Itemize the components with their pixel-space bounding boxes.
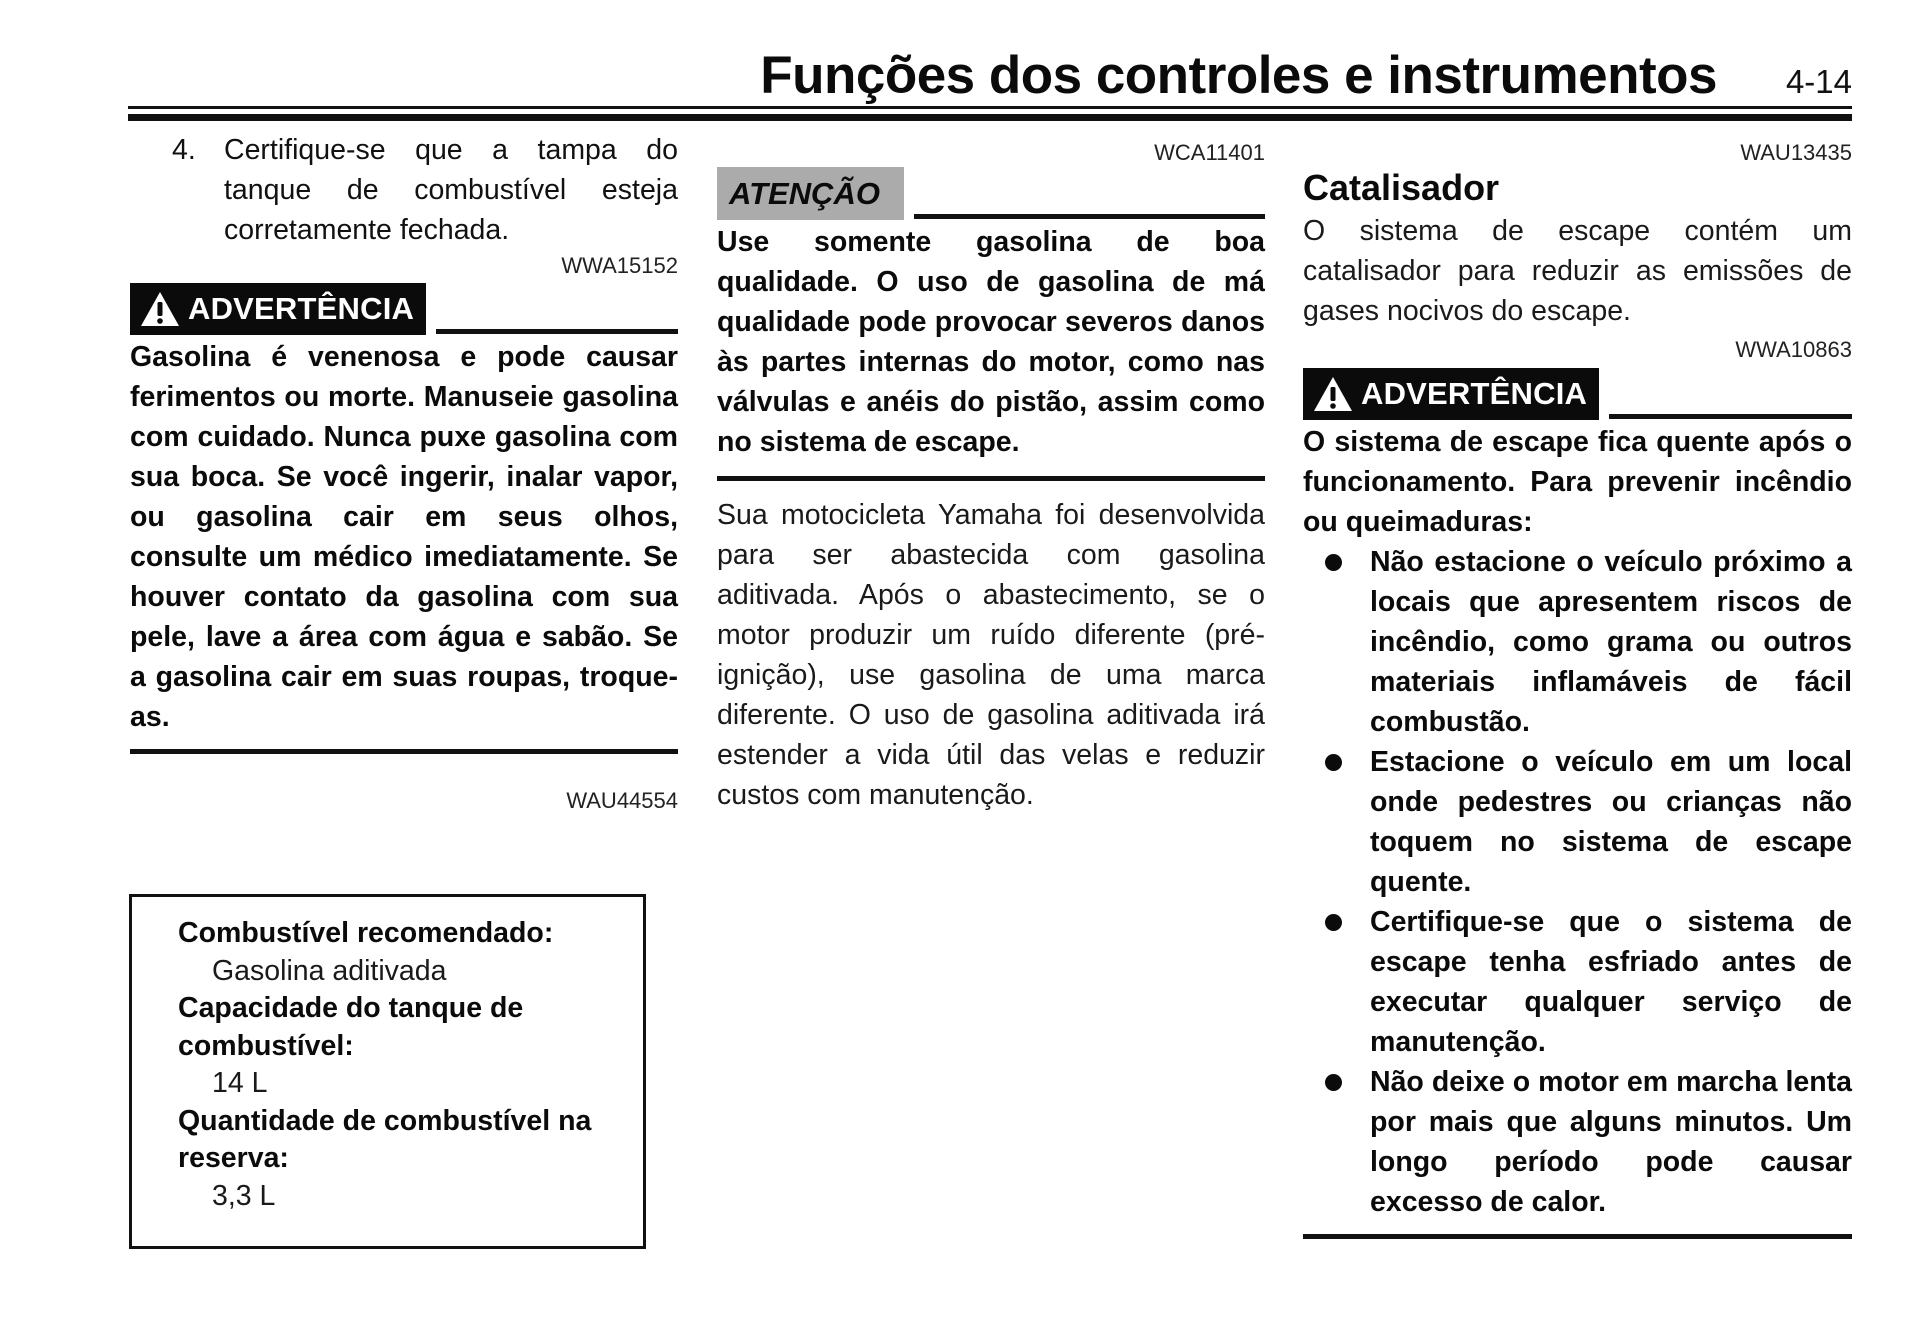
header-rule-thick [128, 114, 1852, 121]
warning-label-box-right [1303, 368, 1599, 420]
bullet-dot-icon [1303, 1062, 1370, 1222]
bullet-item [1303, 542, 1852, 742]
warning-code: WWA15152 [561, 253, 678, 278]
spec-value-fuel: Gasolina aditivada [212, 954, 447, 987]
warning-label-right: ADVERTÊNCIA [1361, 376, 1588, 411]
step-text: Certifique-se que a tampa do tanque de combustível esteja corretamente fechada. [224, 134, 678, 246]
spec-label-fuel: Combustível recomendado: [178, 917, 554, 949]
warning-code-right: WWA10863 [1735, 337, 1852, 362]
step-item [130, 130, 678, 250]
warning-text: Gasolina é venenosa e pode causar ferimentos ou morte. Manuseie gasolina com cuidado. Nunca puxe gasolina com sua boca. Se você ingerir, inalar vapor, ou gasolina cair em seus olhos, consulte um médico imediatamente. Se houver contato da gasolina com sua pele, lave a área com água e sabão. Se a gasolina cair em suas roupas, troque-as. [130, 341, 678, 733]
spec-code: WAU44554 [566, 788, 678, 813]
bullet-dot-icon [1303, 542, 1370, 742]
warning-header-line-right [1609, 414, 1852, 419]
caution-code: WCA11401 [1154, 140, 1265, 165]
spec-value-reserve: 3,3 L [212, 1179, 276, 1212]
bullet-item [1303, 742, 1852, 902]
caution-text: Use somente gasolina de boa qualidade. O uso de gasolina de má qualidade pode provocar severos danos às partes internas do motor, como nas válvulas e anéis do pistão, assim como no sistema de escape. [717, 226, 1265, 458]
warning-triangle-icon [1313, 376, 1353, 412]
bullet-item [1303, 902, 1852, 1062]
bullet-dot-icon [1303, 902, 1370, 1062]
warning-triangle-icon [140, 291, 180, 327]
caution-end-rule [717, 476, 1265, 481]
caution-header [717, 166, 1265, 220]
section-code: WAU13435 [1740, 140, 1852, 165]
fuel-spec-box [129, 894, 646, 1249]
section-intro: O sistema de escape contém um catalisador para reduzir as emissões de gases nocivos do escape. [1303, 215, 1852, 327]
bullet-item [1303, 1062, 1852, 1222]
bullet-dot-icon [1303, 742, 1370, 902]
caution-label: ATENÇÃO [729, 175, 880, 211]
warning-header-line [436, 329, 678, 334]
fuel-paragraph: Sua motocicleta Yamaha foi desenvolvida para ser abastecida com gasolina aditivada. Após o abastecimento, se o motor produzir um ruído diferente (pré-ignição), use gasolina de uma marca diferente. O uso de gasolina aditivada irá estender a vida útil das velas e reduzir custos com manutenção. [717, 499, 1265, 811]
right-column [1303, 140, 1852, 1239]
middle-column [717, 140, 1265, 815]
spec-label-reserve: Quantidade de combustível na reserva: [178, 1104, 592, 1174]
caution-header-line [914, 214, 1265, 219]
warning-header-right [1303, 366, 1852, 420]
bullet-text: Certifique-se que o sistema de escape tenha esfriado antes de executar qualquer serviço de manutenção. [1370, 906, 1852, 1058]
warning-text-right: O sistema de escape fica quente após o funcionamento. Para prevenir incêndio ou queimaduras: [1303, 426, 1852, 538]
caution-label-box [717, 167, 904, 220]
page-number: 4-14 [1785, 63, 1852, 100]
page-title: Funções dos controles e instrumentos [760, 46, 1717, 105]
warning-end-rule [130, 749, 678, 754]
section-title: Catalisador [1303, 167, 1500, 208]
spec-value-capacity: 14 L [212, 1067, 268, 1099]
left-column [130, 130, 678, 814]
warning-header [130, 281, 678, 335]
warning-end-rule-right [1303, 1234, 1852, 1239]
spec-label-capacity: Capacidade do tanque de combustível: [178, 992, 524, 1062]
step-number: 4. [172, 134, 196, 166]
bullet-text: Não deixe o motor em marcha lenta por mais que alguns minutos. Um longo período pode causar excesso de calor. [1370, 1066, 1852, 1218]
bullet-text: Não estacione o veículo próximo a locais que apresentem riscos de incêndio, como grama ou outros materiais inflamáveis de fácil combustão. [1370, 546, 1852, 738]
bullet-text: Estacione o veículo em um local onde pedestres ou crianças não toquem no sistema de escape quente. [1370, 746, 1852, 898]
warning-label-box [130, 283, 426, 335]
warning-label: ADVERTÊNCIA [188, 291, 415, 326]
warning-bullet-list [1303, 542, 1852, 1222]
header-rule-thin [128, 106, 1852, 109]
